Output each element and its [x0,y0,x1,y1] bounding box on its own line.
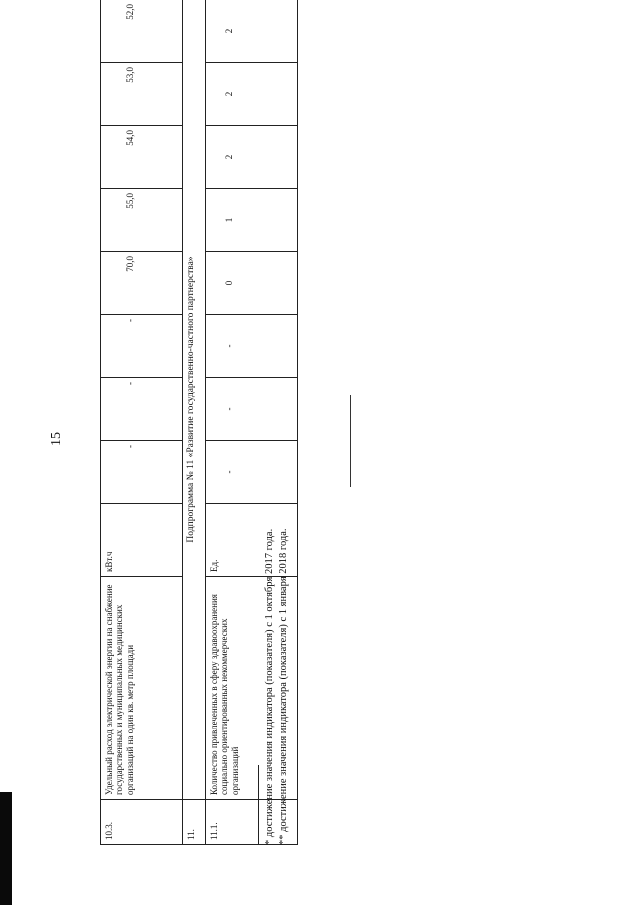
value-cell: 2 [206,0,298,63]
page-number: 15 [49,432,64,446]
value-cell: 52,0 [101,0,183,63]
unit-cell: Ед. [206,504,298,577]
unit-cell: кВт.ч [101,504,183,577]
row-number: 10.3. [101,800,183,845]
value-cell: - [101,441,183,504]
indicator-name: Удельный расход электрической энергии на снабжение государственных и муниципальных медицинских организаций на один кв. метр площади [101,577,183,800]
value-cell: - [101,378,183,441]
value-cell: - [206,441,298,504]
footnote: * достижение значения индикатора (показателя) с 1 октября 2017 года. [264,528,275,845]
row-number: 11.1. [206,800,298,845]
value-cell: 53,0 [101,63,183,126]
value-cell: 70,0 [101,252,183,315]
value-cell: - [206,315,298,378]
footnote-rule [258,765,259,845]
row-number: 11. [183,800,206,845]
value-cell: 1 [206,189,298,252]
signature-line [350,395,351,487]
value-cell: 55,0 [101,189,183,252]
value-cell: - [101,315,183,378]
scan-edge [0,792,12,905]
footnote: ** достижение значения индикатора (показателя) с 1 января 2018 года. [278,528,289,845]
table-row [183,0,206,845]
value-cell: 2 [206,126,298,189]
value-cell: 0 [206,252,298,315]
value-cell: 2 [206,63,298,126]
table-row [101,0,183,845]
rotated-content [100,4,300,845]
subprogram-heading: Подпрограмма № 11 «Развитие государственно-частного партнерства» [183,0,206,800]
value-cell: 54,0 [101,126,183,189]
value-cell: - [206,378,298,441]
indicator-name: Количество привлеченных в сферу здравоохранения социально ориентированных некоммерческих организаций [206,577,298,800]
